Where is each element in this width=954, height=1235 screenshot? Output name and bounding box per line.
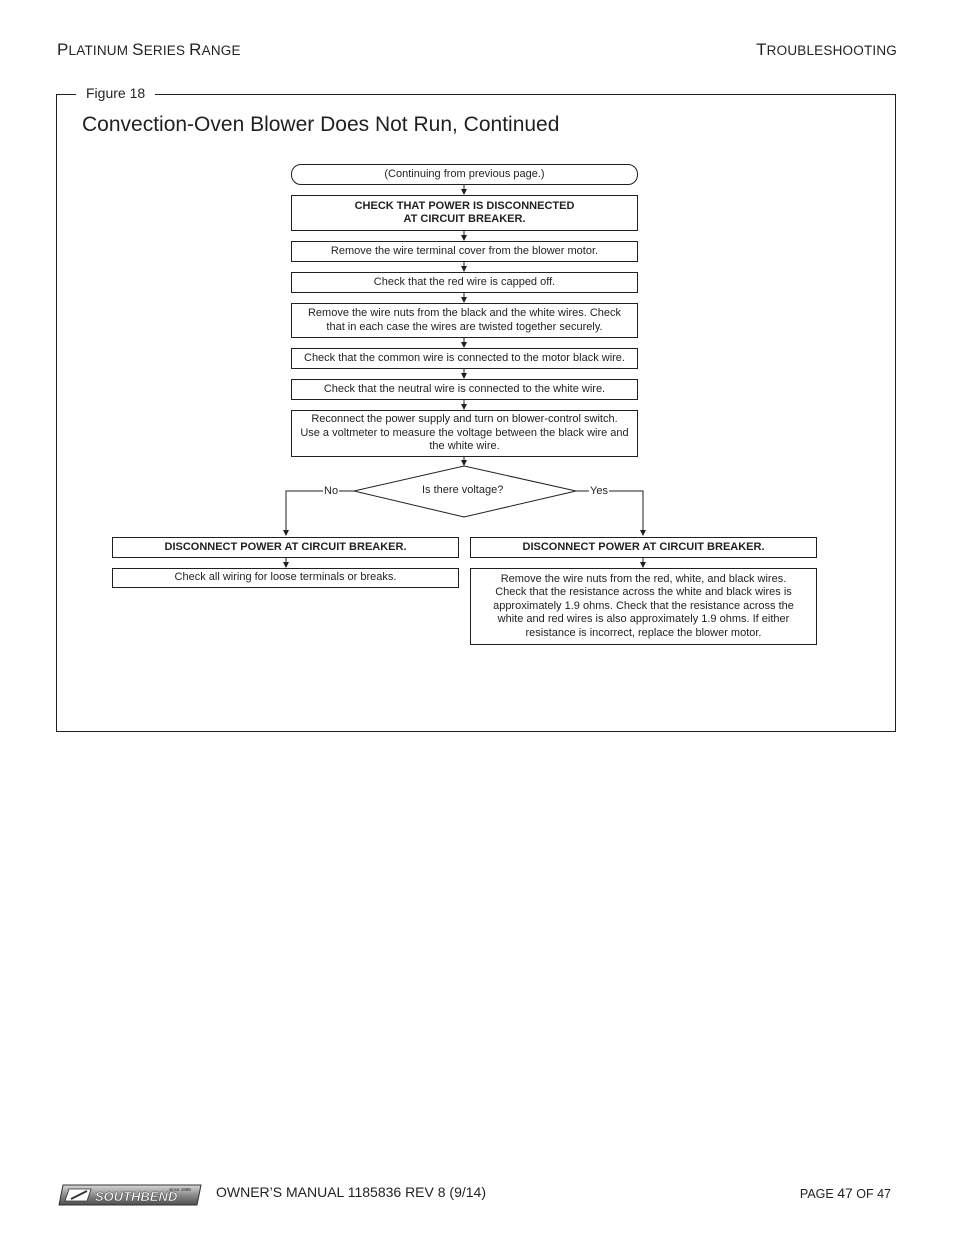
footer-manual-title: OWNER’S MANUAL 1185836 REV 8 (9/14) — [216, 1184, 486, 1200]
yes-branch-step-2-line-3: approximately 1.9 ohms. Check that the resistance across the — [493, 599, 794, 612]
flow-start-text: (Continuing from previous page.) — [384, 167, 545, 180]
flow-start-box — [291, 164, 638, 185]
logo-wordmark: SOUTHBEND — [95, 1189, 178, 1204]
yes-branch-step-2-line-4: white and red wires is also approximately 1.9 ohms. If either — [497, 613, 790, 626]
header-section-name: TROUBLESHOOTING — [756, 40, 897, 59]
arrow-no-branch — [286, 491, 354, 535]
flow-step-2-text: Remove the wire terminal cover from the blower motor. — [330, 244, 599, 257]
flow-step-6 — [291, 379, 638, 400]
branch-label-yes: Yes — [590, 485, 608, 497]
flow-step-3-text: Check that the red wire is capped off. — [373, 275, 556, 288]
flow-step-4 — [291, 303, 638, 338]
yes-branch-step-2 — [470, 568, 817, 645]
no-branch-step-2-text: Check all wiring for loose terminals or breaks. — [174, 571, 397, 584]
flow-step-3 — [291, 272, 638, 293]
no-branch-step-1 — [112, 537, 459, 558]
header-product-name: PLATINUM SERIES RANGE — [57, 40, 241, 59]
logo-since: since 1898 — [169, 1187, 191, 1192]
footer-page-number: PAGE 47 OF 47 — [799, 1185, 891, 1201]
flow-step-2 — [291, 241, 638, 262]
flow-step-1-line-1: CHECK THAT POWER IS DISCONNECTED — [354, 199, 575, 212]
arrow-yes-branch — [576, 491, 643, 535]
flow-step-5-text: Check that the common wire is connected to the motor black wire. — [304, 351, 625, 364]
yes-branch-step-2-line-1: Remove the wire nuts from the red, white, and black wires. — [500, 572, 787, 585]
flow-step-6-text: Check that the neutral wire is connected to the white wire. — [323, 382, 606, 395]
flow-step-7-line-3: the white wire. — [429, 440, 500, 453]
no-branch-step-2 — [112, 568, 459, 588]
figure-title: Convection-Oven Blower Does Not Run, Continued — [82, 113, 560, 136]
flow-step-7-line-2: Use a voltmeter to measure the voltage between the black wire and — [300, 426, 629, 439]
decision-text: Is there voltage? — [422, 484, 504, 496]
flow-step-4-line-2: that in each case the wires are twisted together securely. — [326, 320, 603, 333]
flow-step-5 — [291, 348, 638, 369]
no-branch-step-1-text: DISCONNECT POWER AT CIRCUIT BREAKER. — [164, 540, 407, 553]
yes-branch-step-2-line-2: Check that the resistance across the white and black wires is — [495, 586, 792, 599]
yes-branch-step-1 — [470, 537, 817, 558]
southbend-logo — [57, 1183, 203, 1207]
flow-step-7-line-1: Reconnect the power supply and turn on blower-control switch. — [311, 413, 618, 426]
branch-label-no: No — [324, 485, 339, 497]
flow-step-1-line-2: AT CIRCUIT BREAKER. — [403, 213, 526, 225]
figure-label: Figure 18 — [76, 85, 155, 101]
flow-step-7 — [291, 410, 638, 457]
yes-branch-step-2-line-5: resistance is incorrect, replace the blower motor. — [525, 626, 762, 639]
yes-branch-step-1-text: DISCONNECT POWER AT CIRCUIT BREAKER. — [522, 540, 765, 553]
flow-step-4-line-1: Remove the wire nuts from the black and the white wires. Check — [307, 307, 622, 319]
flow-step-1 — [291, 195, 638, 231]
